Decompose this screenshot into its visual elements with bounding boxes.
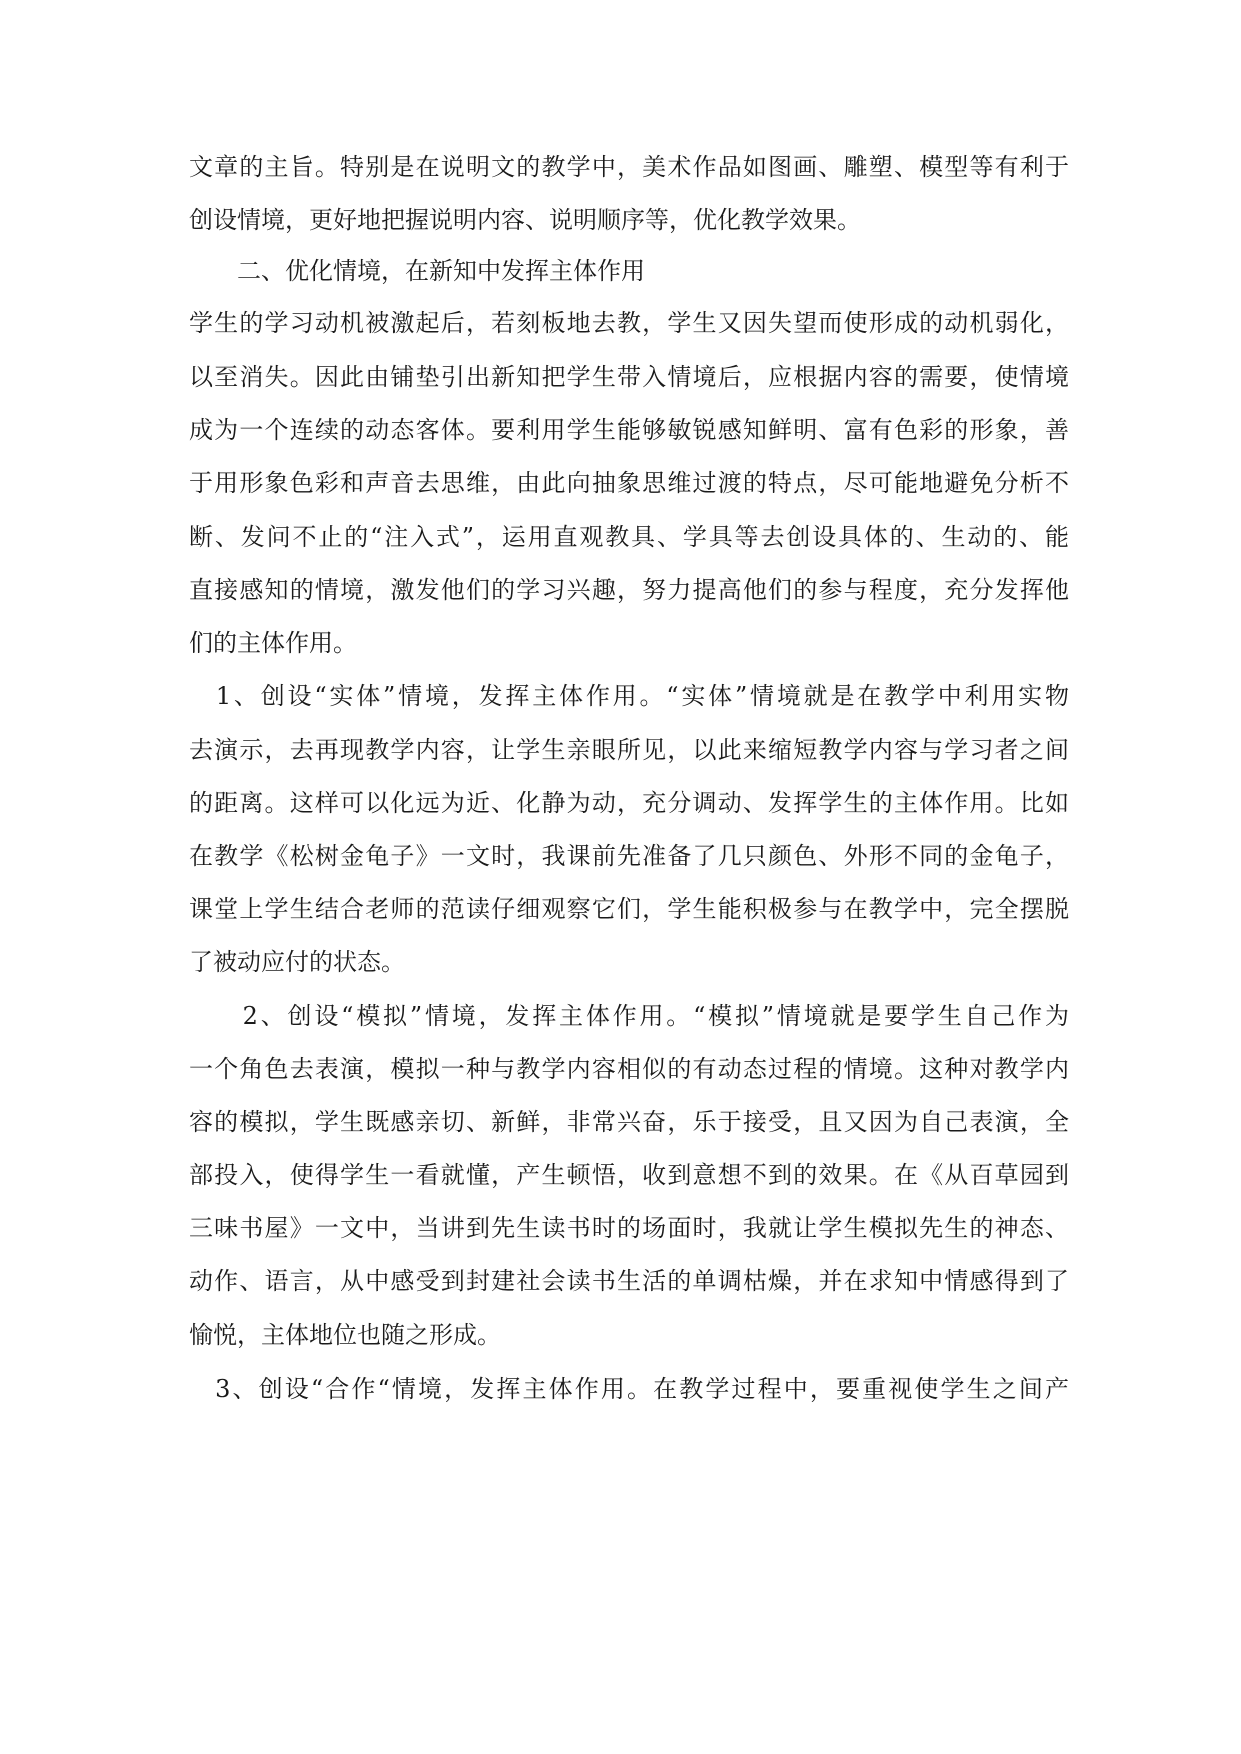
text-line: 学生的学习动机被激起后，若刻板地去教，学生又因失望而使形成的动机弱化， [189,309,1069,337]
text-line: 部投入，使得学生一看就懂，产生顿悟，收到意想不到的效果。在《从百草园到 [189,1161,1069,1189]
section-heading: 二、优化情境，在新知中发挥主体作用 [189,257,645,285]
text-line: 们的主体作用。 [189,629,357,657]
text-line: 了被动应付的状态。 [189,948,405,976]
text-line: 动作、语言，从中感受到封建社会读书生活的单调枯燥，并在求知中情感得到了 [189,1267,1069,1295]
text-line: 课堂上学生结合老师的范读仔细观察它们，学生能积极参与在教学中，完全摆脱 [189,895,1069,923]
text-line: 成为一个连续的动态客体。要利用学生能够敏锐感知鲜明、富有色彩的形象，善 [189,416,1069,444]
text-line: 断、发问不止的“注入式”，运用直观教具、学具等去创设具体的、生动的、能 [189,523,1069,551]
text-line: 容的模拟，学生既感亲切、新鲜，非常兴奋，乐于接受，且又因为自己表演，全 [189,1108,1069,1136]
text-line: 去演示，去再现教学内容，让学生亲眼所见，以此来缩短教学内容与学习者之间 [189,736,1069,764]
text-line: 愉悦，主体地位也随之形成。 [189,1321,501,1349]
text-line: 于用形象色彩和声音去思维，由此向抽象思维过渡的特点，尽可能地避免分析不 [189,469,1069,497]
text-line: 的距离。这样可以化远为近、化静为动，充分调动、发挥学生的主体作用。比如 [189,789,1069,817]
text-line: 三味书屋》一文中，当讲到先生读书时的场面时，我就让学生模拟先生的神态、 [189,1214,1069,1242]
text-line: 在教学《松树金龟子》一文时，我课前先准备了几只颜色、外形不同的金龟子， [189,842,1069,870]
text-line: 2、创设“模拟”情境，发挥主体作用。“模拟”情境就是要学生自己作为 [189,1002,1069,1030]
text-line: 以至消失。因此由铺垫引出新知把学生带入情境后，应根据内容的需要，使情境 [189,363,1069,391]
text-line: 1、创设“实体”情境，发挥主体作用。“实体”情境就是在教学中利用实物 [189,682,1069,710]
text-line: 3、创设“合作“情境，发挥主体作用。在教学过程中，要重视使学生之间产 [189,1375,1069,1403]
text-line: 文章的主旨。特别是在说明文的教学中，美术作品如图画、雕塑、模型等有利于 [189,153,1069,181]
text-line: 直接感知的情境，激发他们的学习兴趣，努力提高他们的参与程度，充分发挥他 [189,576,1069,604]
text-line: 创设情境，更好地把握说明内容、说明顺序等，优化教学效果。 [189,206,861,234]
text-line: 一个角色去表演，模拟一种与教学内容相似的有动态过程的情境。这种对教学内 [189,1055,1069,1083]
